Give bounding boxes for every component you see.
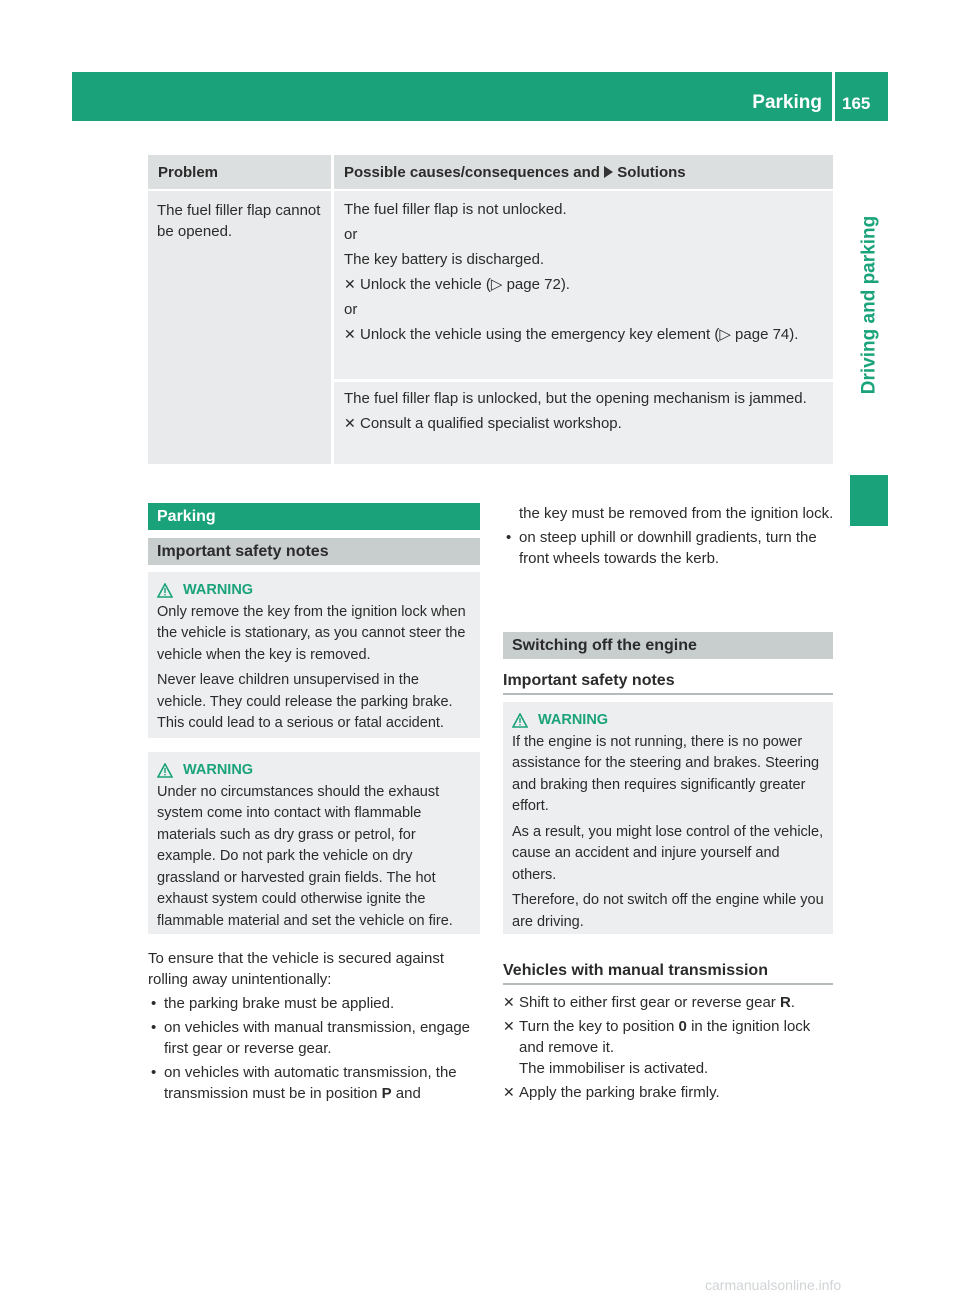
step-text: Apply the parking brake firmly. bbox=[519, 1084, 720, 1101]
bullet-text: on steep uphill or downhill gradients, turn the front wheels towards the kerb. bbox=[519, 529, 817, 567]
subheading-safety: Important safety notes bbox=[503, 672, 675, 689]
step-marker-icon: ✕ bbox=[344, 276, 356, 292]
table-header-solutions-pre: Possible causes/consequences and bbox=[344, 164, 600, 181]
warning-title bbox=[512, 710, 824, 732]
warning-text: As a result, you might lose control of the vehicle, cause an accident and injure yourself and others. bbox=[512, 823, 824, 883]
step-marker-icon: ✕ bbox=[344, 415, 356, 431]
bullet-continuation: the key must be removed from the ignition lock. bbox=[519, 505, 834, 522]
warning-title-text: WARNING bbox=[183, 582, 254, 598]
table-cell-problem: The fuel filler flap cannot be opened. bbox=[148, 191, 331, 464]
solution-arrow-icon bbox=[604, 166, 613, 178]
warning-box-1 bbox=[148, 572, 480, 738]
chapter-side-block bbox=[850, 475, 888, 526]
key-position: 0 bbox=[678, 1018, 687, 1035]
bullet-icon: • bbox=[506, 529, 512, 546]
warning-text: If the engine is not running, there is no power assistance for the steering and brakes. Steering and braking then requires significantly greater effort. bbox=[512, 733, 820, 814]
cause-text: The fuel filler flap is unlocked, but the opening mechanism is jammed. bbox=[344, 390, 807, 407]
step-text: Consult a qualified specialist workshop. bbox=[360, 415, 622, 432]
instruction-step bbox=[503, 992, 835, 1013]
subheading-rule bbox=[503, 983, 833, 985]
step-result: The immobiliser is activated. bbox=[519, 1060, 709, 1077]
manual-transmission-steps bbox=[503, 992, 835, 1106]
solution-step bbox=[344, 274, 823, 295]
bullet-icon: • bbox=[151, 1019, 157, 1036]
bullet-text: on vehicles with automatic transmission, the transmission must be in position bbox=[164, 1064, 457, 1102]
warning-text: Never leave children unsupervised in the vehicle. They could release the parking brake. This could lead to a serious or fatal accident. bbox=[157, 672, 453, 731]
warning-triangle-icon bbox=[157, 583, 173, 598]
warning-box-3 bbox=[503, 702, 833, 934]
step-marker-icon: ✕ bbox=[344, 326, 356, 342]
bullet-item bbox=[503, 527, 835, 569]
step-marker-icon: ✕ bbox=[503, 1084, 515, 1100]
header-divider bbox=[832, 72, 835, 121]
step-text: Turn the key to position bbox=[519, 1018, 675, 1035]
watermark: carmanualsonline.info bbox=[705, 1277, 842, 1293]
solution-step bbox=[344, 324, 823, 345]
section-title-parking: Parking bbox=[148, 503, 480, 530]
chapter-label: Driving and parking bbox=[858, 215, 880, 395]
step-text: Unlock the vehicle using the emergency key element (▷ page 74). bbox=[360, 326, 799, 343]
warning-title bbox=[157, 760, 471, 782]
table-header-solutions bbox=[334, 155, 833, 189]
warning-title bbox=[157, 580, 471, 602]
bullet-text: the parking brake must be applied. bbox=[164, 995, 395, 1012]
warning-title-text: WARNING bbox=[538, 712, 609, 728]
step-text: Shift to either first gear or reverse gear bbox=[519, 994, 776, 1011]
bullet-text: on vehicles with manual transmission, engage first gear or reverse gear. bbox=[164, 1019, 470, 1057]
subheading-manual-transmission: Vehicles with manual transmission bbox=[503, 962, 768, 979]
warning-text: Therefore, do not switch off the engine while you are driving. bbox=[512, 892, 824, 930]
step-text: in the ignition lock and remove it. bbox=[519, 1018, 811, 1056]
intro-text: To ensure that the vehicle is secured against rolling away unintentionally: bbox=[148, 950, 445, 988]
section-title-switching-off: Switching off the engine bbox=[503, 632, 833, 659]
step-text: . bbox=[790, 994, 795, 1011]
troubleshooting-table bbox=[148, 155, 833, 464]
or-text: or bbox=[344, 301, 358, 318]
table-header-problem: Problem bbox=[148, 155, 331, 189]
step-text: Unlock the vehicle (▷ page 72). bbox=[360, 276, 570, 293]
table-header-solutions-post: Solutions bbox=[617, 164, 686, 181]
or-text: or bbox=[344, 226, 358, 243]
cause-text: The fuel filler flap is not unlocked. bbox=[344, 201, 567, 218]
bullet-item bbox=[148, 1017, 483, 1059]
bullet-icon: • bbox=[151, 995, 157, 1012]
table-cell-solution-2 bbox=[334, 382, 833, 464]
parking-requirements bbox=[148, 948, 483, 1107]
warning-title-text: WARNING bbox=[183, 762, 254, 778]
table-cell-solution-1 bbox=[334, 191, 833, 379]
warning-text: Only remove the key from the ignition lock when the vehicle is stationary, as you cannot steer the vehicle when the key is removed. bbox=[157, 603, 466, 663]
warning-triangle-icon bbox=[512, 713, 528, 728]
subsection-title-safety: Important safety notes bbox=[148, 538, 480, 565]
chapter-side-tab bbox=[850, 160, 888, 450]
solution-step bbox=[344, 413, 823, 434]
step-marker-icon: ✕ bbox=[503, 1018, 515, 1034]
parking-requirements-cont bbox=[503, 503, 835, 572]
step-marker-icon: ✕ bbox=[503, 994, 515, 1010]
instruction-step bbox=[503, 1016, 835, 1079]
bullet-text: and bbox=[395, 1085, 421, 1102]
warning-triangle-icon bbox=[157, 763, 173, 778]
subheading-rule bbox=[503, 693, 833, 695]
warning-box-2 bbox=[148, 752, 480, 934]
cause-text: The key battery is discharged. bbox=[344, 251, 545, 268]
page-number: 165 bbox=[842, 94, 871, 113]
warning-text: Under no circumstances should the exhaust system come into contact with flammable materials such as dry grass or petrol, for example. Do not park the vehicle on dry grassland or harvested grain fields. The hot exhaust system could otherwise ignite the flammable material and set the vehicle on fire. bbox=[157, 783, 453, 929]
gear-position: R bbox=[779, 994, 791, 1011]
instruction-step bbox=[503, 1082, 835, 1103]
header-title: Parking bbox=[752, 92, 822, 113]
gear-position: P bbox=[381, 1085, 392, 1102]
bullet-item bbox=[148, 1062, 483, 1104]
bullet-icon: • bbox=[151, 1064, 157, 1081]
bullet-item bbox=[148, 993, 483, 1014]
